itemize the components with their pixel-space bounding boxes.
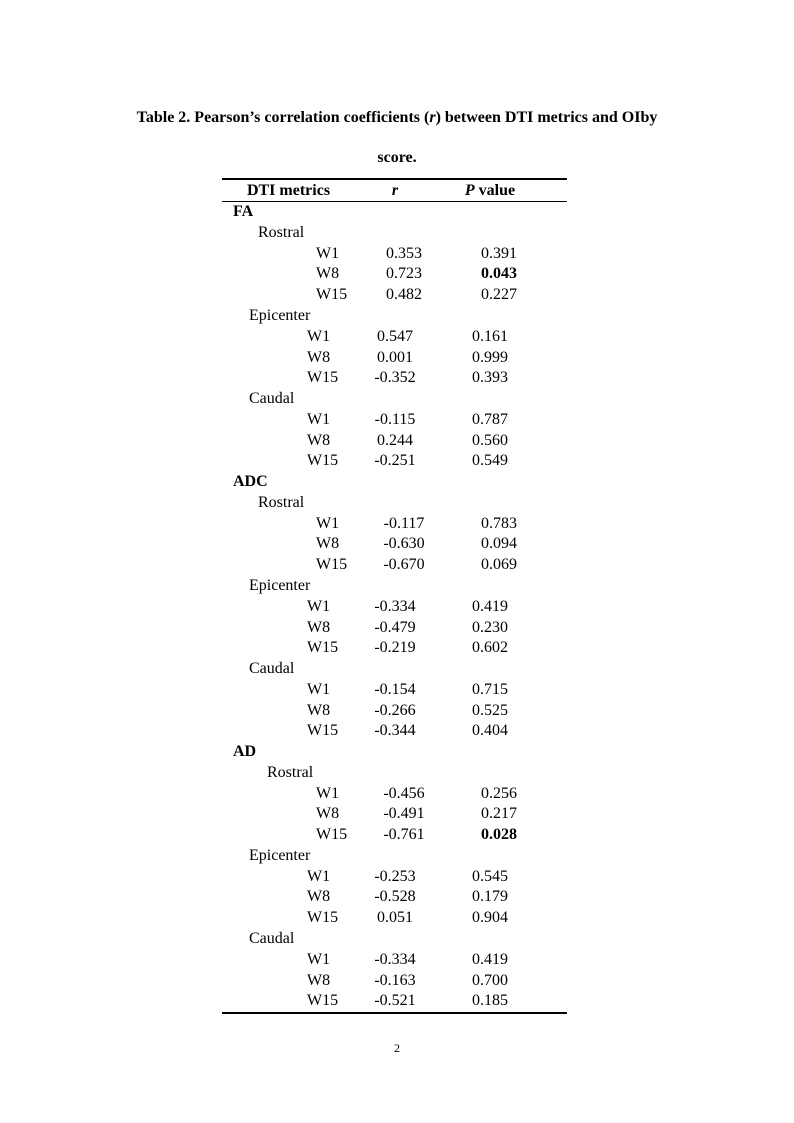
row-label: W8 [307, 618, 331, 636]
table-row [222, 908, 567, 929]
p-value [445, 846, 535, 867]
r-value: -0.352 [374, 369, 416, 387]
table-row [222, 472, 567, 493]
row-label: Rostral [267, 763, 314, 781]
row-label: Epicenter [249, 576, 311, 594]
row-label: W1 [316, 244, 340, 262]
r-value [354, 493, 454, 514]
row-label: W15 [316, 286, 348, 304]
correlation-table [222, 178, 567, 1014]
table-row [222, 887, 567, 908]
table-row [222, 389, 567, 410]
r-value: 0.051 [377, 909, 413, 927]
p-value: 0.404 [472, 722, 508, 740]
table-row [222, 742, 567, 763]
p-value: 0.393 [472, 369, 508, 387]
row-label: W8 [307, 888, 331, 906]
table-row [222, 971, 567, 992]
table-row [222, 991, 567, 1012]
table-row [231, 285, 576, 306]
p-value [445, 659, 535, 680]
r-value [345, 202, 445, 223]
header-r: r [391, 181, 399, 199]
row-label: W15 [307, 639, 339, 657]
table-row [222, 701, 567, 722]
row-label: W8 [316, 805, 340, 823]
row-label: W1 [307, 950, 331, 968]
p-value: 0.787 [472, 410, 508, 428]
p-value: 0.230 [472, 618, 508, 636]
p-value [454, 493, 544, 514]
table-bottom-rule [222, 1012, 567, 1014]
table-row [222, 638, 567, 659]
table-row [231, 534, 576, 555]
row-label: W1 [307, 410, 331, 428]
r-value: -0.528 [374, 888, 416, 906]
row-label: ADC [233, 473, 268, 491]
table-row [222, 306, 567, 327]
p-value [445, 389, 535, 410]
r-value [345, 659, 445, 680]
r-value: -0.670 [383, 556, 425, 574]
r-value: -0.456 [383, 784, 425, 802]
table-row [222, 327, 567, 348]
p-value [454, 223, 544, 244]
p-value: 0.999 [472, 348, 508, 366]
r-value: 0.244 [377, 431, 413, 449]
row-label: Caudal [249, 929, 295, 947]
p-value: 0.602 [472, 639, 508, 657]
row-label: W8 [307, 971, 331, 989]
table-row [222, 431, 567, 452]
r-value: 0.001 [377, 348, 413, 366]
p-value: 0.549 [472, 452, 508, 470]
r-value: -0.253 [374, 867, 416, 885]
r-value [345, 576, 445, 597]
r-value: -0.761 [383, 826, 425, 844]
row-label: AD [233, 743, 257, 761]
title-text-prefix: Table 2. Pearson’s correlation coefficients ( [136, 109, 430, 126]
p-value: 0.783 [481, 514, 517, 532]
r-value [345, 742, 445, 763]
r-value: -0.115 [374, 410, 416, 428]
r-value: -0.251 [374, 452, 416, 470]
row-label: W15 [307, 452, 339, 470]
table-row [222, 950, 567, 971]
r-value: 0.547 [377, 327, 413, 345]
table-row [222, 680, 567, 701]
table-row [222, 410, 567, 431]
table-row [231, 223, 576, 244]
row-label: W8 [316, 535, 340, 553]
p-value: 0.179 [472, 888, 508, 906]
r-value [345, 472, 445, 493]
table-row [240, 763, 585, 784]
p-value [445, 576, 535, 597]
row-label: W8 [307, 348, 331, 366]
p-value: 0.185 [472, 992, 508, 1010]
r-value [345, 846, 445, 867]
r-value [345, 306, 445, 327]
p-value: 0.525 [472, 701, 508, 719]
p-value: 0.069 [481, 556, 517, 574]
r-value: -0.491 [383, 805, 425, 823]
p-value: 0.560 [472, 431, 508, 449]
p-value: 0.028 [481, 826, 517, 844]
row-label: Caudal [249, 660, 295, 678]
r-value: -0.334 [374, 597, 416, 615]
table-row [222, 618, 567, 639]
p-value: 0.700 [472, 971, 508, 989]
row-label: W15 [307, 722, 339, 740]
p-value [445, 306, 535, 327]
row-label: W15 [316, 826, 348, 844]
table-header-row [222, 180, 567, 201]
table-row [231, 555, 576, 576]
r-value [363, 763, 463, 784]
p-value: 0.043 [481, 265, 517, 283]
table-title-continued: score. [377, 149, 417, 166]
p-value [463, 763, 553, 784]
table-row [231, 784, 576, 805]
table-row [231, 514, 576, 535]
table-row [231, 493, 576, 514]
r-value: -0.521 [374, 992, 416, 1010]
table-row [222, 202, 567, 223]
table-row [231, 264, 576, 285]
p-value: 0.161 [472, 327, 508, 345]
row-label: W1 [316, 514, 340, 532]
row-label: Epicenter [249, 307, 311, 325]
table-row [231, 244, 576, 265]
table-row [222, 867, 567, 888]
r-value: -0.117 [383, 514, 425, 532]
table-row [222, 368, 567, 389]
row-label: W8 [316, 265, 340, 283]
p-value: 0.391 [481, 244, 517, 262]
p-value [445, 472, 535, 493]
table-rows [222, 202, 567, 1012]
title-text-suffix: ) between DTI metrics and OIby [435, 109, 658, 126]
p-value [445, 202, 535, 223]
row-label: Epicenter [249, 846, 311, 864]
table-row [222, 846, 567, 867]
r-value: -0.219 [374, 639, 416, 657]
p-value: 0.227 [481, 286, 517, 304]
row-label: W1 [307, 867, 331, 885]
r-value: -0.266 [374, 701, 416, 719]
page-number: 2 [394, 1041, 400, 1055]
p-value: 0.094 [481, 535, 517, 553]
p-value: 0.217 [481, 805, 517, 823]
row-label: Caudal [249, 390, 295, 408]
table-row [222, 348, 567, 369]
row-label: W1 [307, 597, 331, 615]
r-value: -0.344 [374, 722, 416, 740]
p-value [445, 929, 535, 950]
row-label: W8 [307, 701, 331, 719]
p-value: 0.715 [472, 680, 508, 698]
row-label: Rostral [258, 223, 305, 241]
row-label: Rostral [258, 493, 305, 511]
table-row [222, 929, 567, 950]
p-value [445, 742, 535, 763]
r-value: -0.163 [374, 971, 416, 989]
r-value: 0.353 [386, 244, 422, 262]
r-value: -0.154 [374, 680, 416, 698]
row-label: W8 [307, 431, 331, 449]
row-label: W15 [307, 992, 339, 1010]
table-row [222, 576, 567, 597]
row-label: W1 [307, 680, 331, 698]
r-value: 0.723 [386, 265, 422, 283]
header-dti-metrics: DTI metrics [246, 181, 331, 199]
r-value [345, 929, 445, 950]
r-value [354, 223, 454, 244]
row-label: W15 [307, 369, 339, 387]
table-row [222, 597, 567, 618]
table-row [222, 451, 567, 472]
r-value: -0.479 [374, 618, 416, 636]
table-title [0, 109, 794, 127]
row-label: FA [233, 203, 254, 221]
table-row [231, 804, 576, 825]
r-value: -0.630 [383, 535, 425, 553]
p-value: 0.256 [481, 784, 517, 802]
p-value: 0.419 [472, 597, 508, 615]
row-label: W1 [307, 327, 331, 345]
p-value: 0.904 [472, 909, 508, 927]
p-value: 0.545 [472, 867, 508, 885]
row-label: W15 [307, 909, 339, 927]
table-row [231, 825, 576, 846]
row-label: W15 [316, 556, 348, 574]
row-label: W1 [316, 784, 340, 802]
header-p-value: P value [464, 181, 516, 199]
p-value: 0.419 [472, 950, 508, 968]
r-value [345, 389, 445, 410]
r-value: 0.482 [386, 286, 422, 304]
table-row [222, 721, 567, 742]
table-row [222, 659, 567, 680]
r-value: -0.334 [374, 950, 416, 968]
title-italic-r: r [429, 109, 436, 126]
